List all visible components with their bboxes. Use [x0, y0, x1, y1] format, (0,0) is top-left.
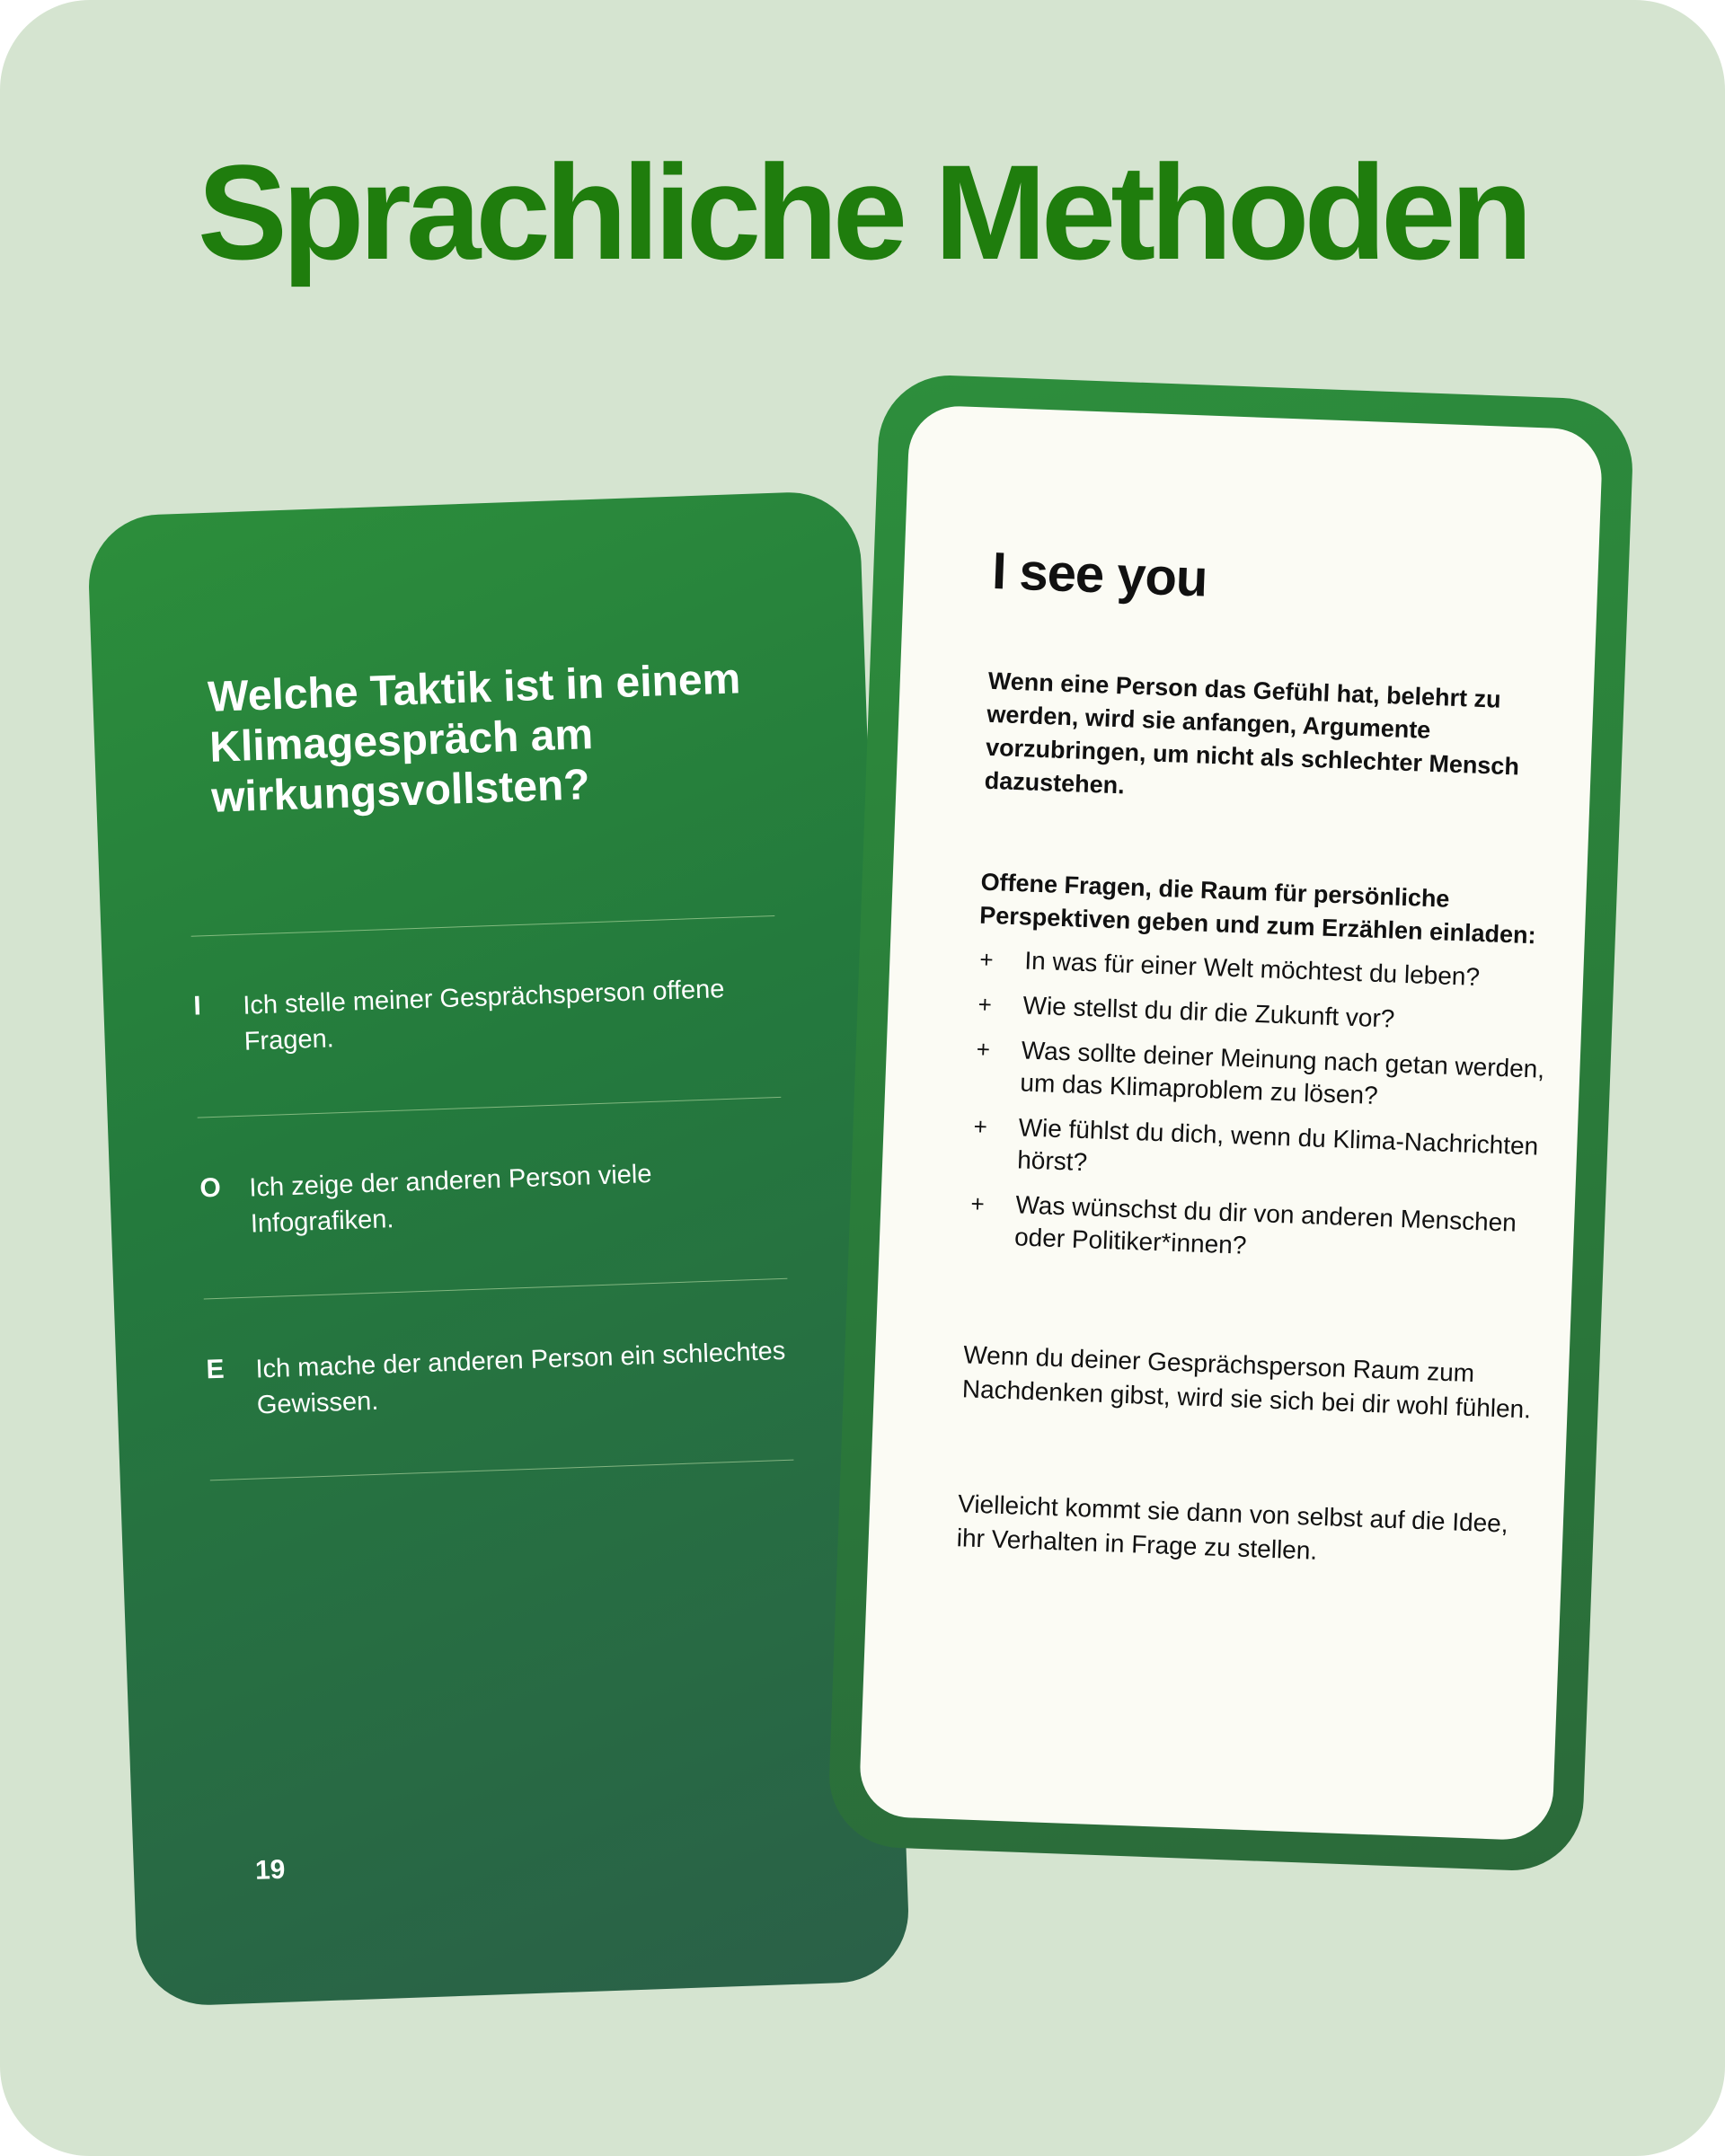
option-e — [206, 1332, 802, 1461]
question-card — [86, 490, 910, 2007]
list-item: + Was sollte deiner Meinung nach getan werden, um das Klimaproblem zu lösen? — [973, 1033, 1550, 1118]
option-text: Ich stelle meiner Gesprächsperson offene Fragen. — [242, 975, 725, 1056]
list-item: + Was wünschst du dir von anderen Menschen oder Politiker*innen? — [968, 1187, 1544, 1272]
option-letter: O — [199, 1172, 222, 1204]
divider — [210, 1460, 794, 1481]
answer-title: I see you — [991, 541, 1208, 608]
page-title: Sprachliche Methoden — [197, 137, 1528, 287]
question-text: Welche Taktik ist in einem Klimagespräch am wirkungsvollsten? — [207, 655, 742, 822]
option-letter: I — [192, 991, 202, 1021]
answer-card — [827, 373, 1635, 1873]
plus-icon: + — [969, 1189, 986, 1217]
plus-icon: + — [978, 945, 995, 974]
intro-text: Wenn eine Person das Gefühl hat, belehrt zu werden, wird sie anfangen, Argumente vorzubringen, um nicht als schlechter Mensch dazustehen. — [984, 667, 1520, 800]
paragraph-two: Vielleicht kommt sie dann von selbst auf die Idee, ihr Verhalten in Frage zu stellen. — [956, 1489, 1509, 1565]
list-item: + Wie stellst du dir die Zukunft vor? — [976, 988, 1552, 1041]
list-heading: Offene Fragen, die Raum für persönliche Perspektiven geben und zum Erzählen einladen: — [978, 868, 1537, 950]
option-letter: E — [205, 1354, 226, 1385]
open-questions-list — [967, 943, 1553, 1286]
divider — [198, 1097, 782, 1118]
list-item: + In was für einer Welt möchtest du leben? — [978, 943, 1553, 996]
list-item: + Wie fühlst du dich, wenn du Klima-Nachrichten hörst? — [970, 1109, 1547, 1195]
option-text: Ich mache der anderen Person ein schlechtes Gewissen. — [254, 1336, 786, 1420]
plus-icon: + — [973, 1112, 988, 1141]
option-o — [199, 1152, 796, 1280]
plus-icon: + — [978, 990, 993, 1019]
divider — [191, 915, 775, 937]
divider — [204, 1278, 788, 1300]
paragraph-one: Wenn du deiner Gesprächsperson Raum zum Nachdenken gibst, wird sie sich bei dir wohl fühlen. — [961, 1340, 1532, 1424]
page-number: 19 — [254, 1854, 286, 1886]
plus-icon: + — [976, 1035, 991, 1064]
option-i — [193, 969, 790, 1098]
answer-card-content — [858, 404, 1603, 1841]
option-text: Ich zeige der anderen Person viele Infografiken. — [248, 1160, 652, 1239]
